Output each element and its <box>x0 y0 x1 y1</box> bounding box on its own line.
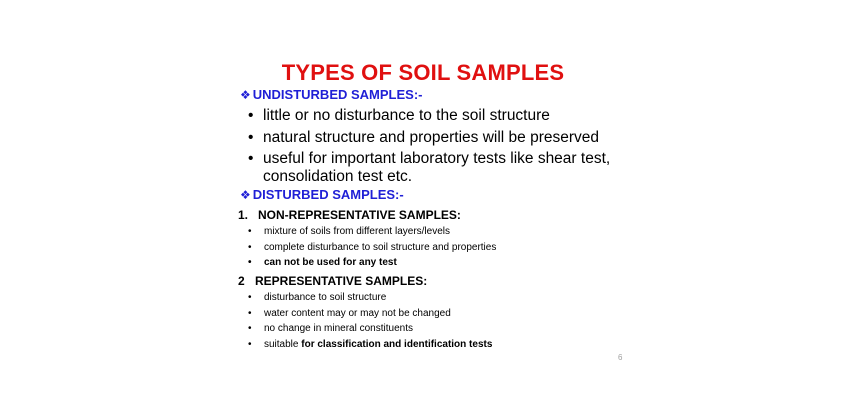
bullet-icon: • <box>248 241 252 253</box>
disturbed-heading-text: DISTURBED SAMPLES:- <box>252 187 404 202</box>
list-item <box>248 339 492 351</box>
list-item <box>248 292 492 304</box>
list-item-text: mixture of soils from different layers/levels <box>264 226 450 237</box>
bullet-icon: • <box>248 338 252 350</box>
list-item-text: can not be used for any test <box>264 257 397 268</box>
diamond-bullet-icon: ❖ <box>240 88 251 102</box>
disturbed-heading <box>240 187 404 202</box>
non-representative-list <box>248 226 496 273</box>
bullet-icon: • <box>248 307 252 319</box>
list-item-text: complete disturbance to soil structure and properties <box>264 241 497 253</box>
list-item-text: natural structure and properties will be preserved <box>263 128 600 146</box>
undisturbed-heading <box>240 87 423 102</box>
non-representative-heading <box>238 208 461 222</box>
list-item <box>248 308 492 320</box>
slide-title: TYPES OF SOIL SAMPLES <box>281 60 565 85</box>
representative-list <box>248 292 492 354</box>
bullet-icon: • <box>248 323 252 334</box>
list-item-text: disturbance to soil structure <box>264 292 387 303</box>
section-heading-text: NON-REPRESENTATIVE SAMPLES: <box>258 208 461 222</box>
undisturbed-heading-text: UNDISTURBED SAMPLES:- <box>252 87 423 102</box>
bullet-icon: • <box>248 150 254 167</box>
section-number: 2 <box>238 274 245 288</box>
section-number: 1. <box>238 208 249 222</box>
section-heading-text: REPRESENTATIVE SAMPLES: <box>255 274 428 288</box>
list-item-text-prefix: suitable <box>264 338 299 350</box>
list-item <box>248 129 683 147</box>
list-item-text: water content may or may not be changed <box>264 307 451 319</box>
bullet-icon: • <box>248 226 252 237</box>
list-item <box>248 226 496 238</box>
list-item <box>248 242 496 254</box>
undisturbed-list <box>248 107 683 190</box>
representative-heading <box>238 274 427 288</box>
list-item-text-bold: for classification and identification tests <box>301 338 493 350</box>
list-item-text: little or no disturbance to the soil structure <box>263 107 550 124</box>
list-item <box>248 257 496 269</box>
list-item <box>248 323 492 335</box>
bullet-icon: • <box>248 292 252 303</box>
bullet-icon: • <box>248 107 254 124</box>
bullet-icon: • <box>248 128 254 146</box>
diamond-bullet-icon: ❖ <box>240 188 251 202</box>
list-item-text: no change in mineral constituents <box>264 323 413 334</box>
list-item <box>248 107 683 125</box>
list-item-text: useful for important laboratory tests like shear test, consolidation test etc. <box>263 150 611 185</box>
bullet-icon: • <box>248 257 252 268</box>
page-number: 6 <box>618 353 623 362</box>
list-item <box>248 150 683 186</box>
